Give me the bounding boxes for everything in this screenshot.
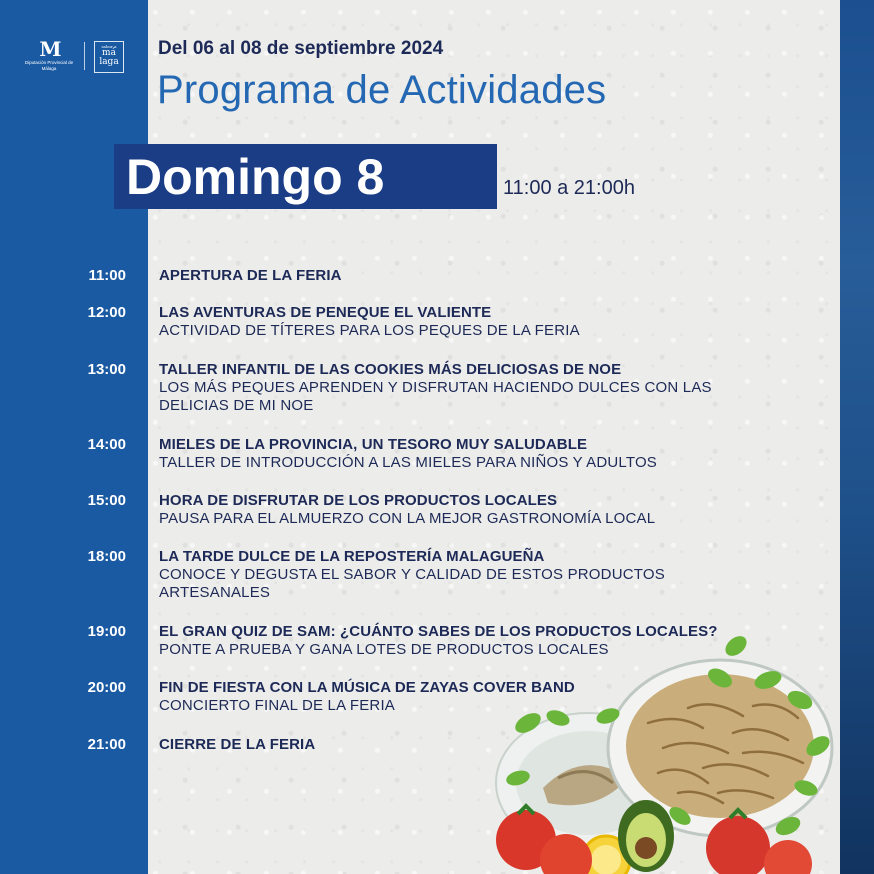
event-time: 13:00	[87, 361, 126, 378]
event-title: LAS AVENTURAS DE PENEQUE EL VALIENTE	[159, 304, 492, 321]
event-description: PONTE A PRUEBA Y GANA LOTES DE PRODUCTOS LOCALES	[159, 641, 609, 658]
diputacion-mark-icon: M	[39, 37, 59, 61]
event-title: CIERRE DE LA FERIA	[159, 736, 316, 753]
event-title: APERTURA DE LA FERIA	[159, 267, 342, 284]
event-title: MIELES DE LA PROVINCIA, UN TESORO MUY SALUDABLE	[159, 436, 588, 453]
event-time: 12:00	[87, 304, 126, 321]
event-time: 11:00	[88, 267, 126, 284]
event-title: FIN DE FIESTA CON LA MÚSICA DE ZAYAS COVER BAND	[159, 679, 575, 696]
event-description: ACTIVIDAD DE TÍTERES PARA LOS PEQUES DE LA FERIA	[159, 322, 580, 339]
event-time: 20:00	[87, 679, 126, 696]
event-title: TALLER INFANTIL DE LAS COOKIES MÁS DELICIOSAS DE NOE	[159, 361, 622, 378]
event-title: LA TARDE DULCE DE LA REPOSTERÍA MALAGUEÑA	[159, 548, 545, 565]
event-dates: Del 06 al 08 de septiembre 2024	[158, 38, 444, 59]
event-time: 14:00	[87, 436, 126, 453]
event-description: LOS MÁS PEQUES APRENDEN Y DISFRUTAN HACIENDO DULCES CON LAS DELICIAS DE MI NOE	[159, 379, 712, 414]
event-description: PAUSA PARA EL ALMUERZO CON LA MEJOR GASTRONOMÍA LOCAL	[159, 510, 656, 527]
sabor-small-text: sabor a	[101, 44, 117, 49]
avocado-icon	[618, 800, 674, 872]
event-time: 19:00	[87, 623, 126, 640]
event-description: CONOCE Y DEGUSTA EL SABOR Y CALIDAD DE ESTOS PRODUCTOS ARTESANALES	[159, 566, 665, 601]
sabor-big-text-2: laga	[99, 57, 119, 67]
event-time: 18:00	[87, 548, 126, 565]
sabor-big-text-1: má	[102, 48, 116, 58]
event-title: HORA DE DISFRUTAR DE LOS PRODUCTOS LOCALES	[159, 492, 558, 509]
event-time: 21:00	[87, 736, 126, 753]
food-illustration	[488, 628, 840, 874]
event-time: 15:00	[87, 492, 126, 509]
day-label: Domingo 8	[126, 149, 385, 205]
event-description: TALLER DE INTRODUCCIÓN A LAS MIELES PARA NIÑOS Y ADULTOS	[159, 454, 658, 471]
diputacion-logo-text: Diputación Provincial de Málaga	[24, 60, 74, 71]
day-hours: 11:00 a 21:00h	[503, 177, 635, 199]
event-description: CONCIERTO FINAL DE LA FERIA	[159, 697, 396, 714]
event-title: EL GRAN QUIZ DE SAM: ¿CUÁNTO SABES DE LOS PRODUCTOS LOCALES?	[159, 623, 718, 640]
page-title: Programa de Actividades	[157, 68, 607, 112]
